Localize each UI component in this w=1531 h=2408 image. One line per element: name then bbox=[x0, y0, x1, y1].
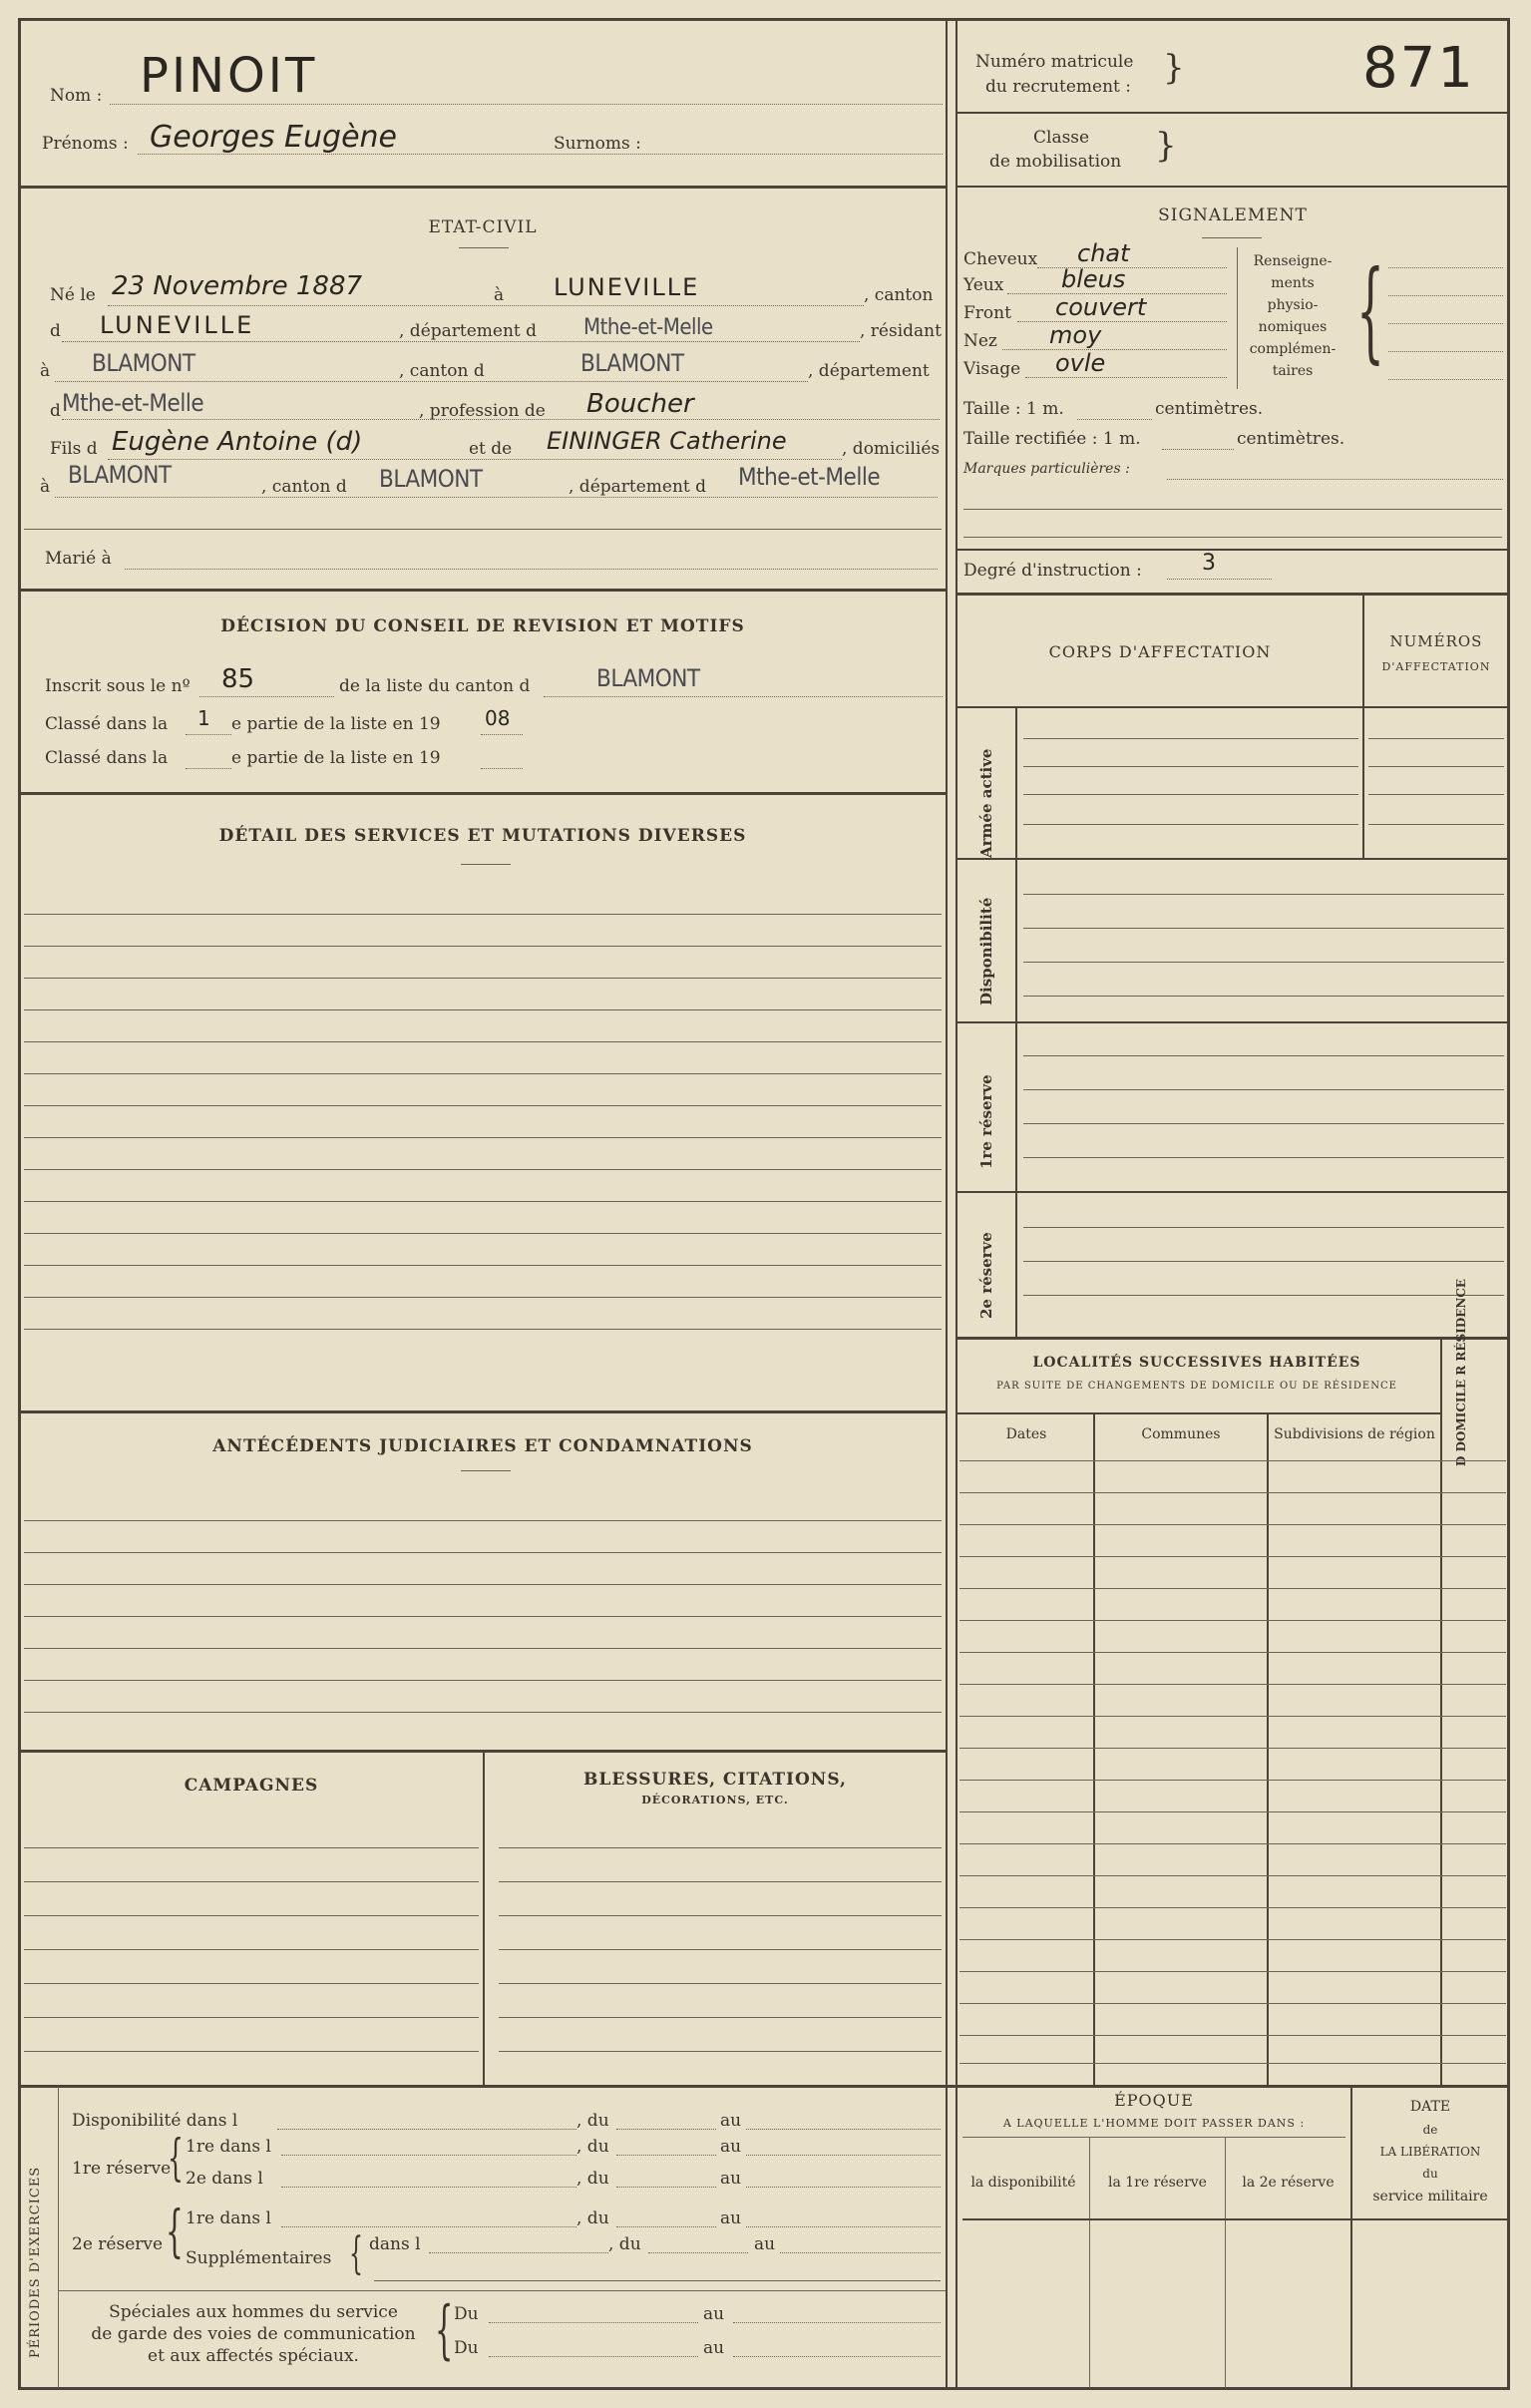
etat-civil-title: ETAT-CIVIL bbox=[428, 217, 538, 237]
canton-label-2: , canton d bbox=[399, 361, 485, 381]
matricule-value: 871 bbox=[1362, 36, 1475, 101]
nom-label: Nom : bbox=[50, 86, 103, 106]
periodes-du-5: , du bbox=[608, 2234, 641, 2254]
localites-subtitle: PAR SUITE DE CHANGEMENTS DE DOMICILE OU DE RÉSIDENCE bbox=[996, 1381, 1397, 1392]
periodes-au-1: au bbox=[720, 2111, 742, 2131]
localites-dr-label: D DOMICILE R RÉSIDENCE bbox=[1454, 1278, 1468, 1466]
ne-le-value: 23 Novembre 1887 bbox=[112, 271, 363, 301]
numeros-subtitle: D'AFFECTATION bbox=[1381, 660, 1491, 673]
profession-value: Boucher bbox=[586, 389, 694, 419]
nom-value: PINOIT bbox=[140, 48, 318, 104]
taille-unit: centimètres. bbox=[1155, 399, 1264, 419]
periodes-du-4: , du bbox=[576, 2208, 609, 2228]
a-label-2: à bbox=[40, 361, 51, 381]
periodes-au-3: au bbox=[720, 2169, 742, 2189]
periodes-speciales-au-2: au bbox=[703, 2338, 725, 2358]
periodes-r2-line2: Supplémentaires bbox=[186, 2248, 332, 2268]
periodes-side-label: PÉRIODES D'EXERCICES bbox=[28, 2166, 43, 2358]
renseignements-6: taires bbox=[1272, 363, 1314, 379]
reserve1-label: 1re réserve bbox=[977, 1074, 995, 1169]
taille-label: Taille : 1 m. bbox=[963, 399, 1064, 419]
reserve2-label: 2e réserve bbox=[977, 1232, 995, 1319]
marie-label: Marié à bbox=[45, 549, 112, 569]
yeux-value: bleus bbox=[1061, 265, 1126, 293]
nez-label: Nez bbox=[963, 331, 997, 351]
classe2-label-a: Classé dans la bbox=[45, 748, 169, 768]
degre-value: 3 bbox=[1202, 551, 1216, 576]
periodes-speciales-2: de garde des voies de communication bbox=[91, 2324, 416, 2344]
visage-label: Visage bbox=[963, 359, 1021, 379]
inscrit-value: 85 bbox=[221, 664, 255, 694]
classe-label-1: Classe bbox=[1033, 128, 1090, 148]
armee-active-label: Armée active bbox=[977, 748, 995, 858]
resident-label: , résidant bbox=[860, 321, 942, 341]
periodes-speciales-au-1: au bbox=[703, 2304, 725, 2324]
localites-title: LOCALITÉS SUCCESSIVES HABITÉES bbox=[1032, 1355, 1361, 1371]
et-de-label: et de bbox=[469, 439, 513, 459]
periodes-du-1: , du bbox=[576, 2111, 609, 2131]
canton-label-3: , canton d bbox=[261, 477, 347, 497]
signalement-title: SIGNALEMENT bbox=[1158, 205, 1308, 225]
liste-label: de la liste du canton d bbox=[339, 676, 531, 696]
degre-label: Degré d'instruction : bbox=[963, 561, 1142, 581]
classe1-year: 08 bbox=[485, 706, 511, 730]
renseignements-4: nomiques bbox=[1258, 319, 1328, 335]
pere-value: Eugène Antoine (d) bbox=[112, 427, 363, 457]
periodes-speciales-du-1: Du bbox=[454, 2304, 479, 2324]
classe1-label-a: Classé dans la bbox=[45, 714, 169, 734]
liste-stamp: BLAMONT bbox=[596, 664, 700, 692]
periodes-speciales-du-2: Du bbox=[454, 2338, 479, 2358]
periodes-r2-dans: dans l bbox=[369, 2234, 421, 2254]
periodes-au-4: au bbox=[720, 2208, 742, 2228]
domicile-stamp: BLAMONT bbox=[68, 461, 172, 489]
date-liberation-2: de bbox=[1422, 2123, 1438, 2137]
domicilies-label: , domiciliés bbox=[842, 439, 941, 459]
decision-title: DÉCISION DU CONSEIL DE REVISION ET MOTIFS bbox=[220, 616, 745, 636]
renseignements-5: complémen- bbox=[1249, 341, 1337, 357]
matricule-label-2: du recrutement : bbox=[985, 77, 1132, 97]
marques-label: Marques particulières : bbox=[963, 461, 1130, 477]
prenoms-value: Georges Eugène bbox=[150, 120, 397, 155]
matricule-label-1: Numéro matricule bbox=[975, 52, 1134, 72]
date-liberation-3: LA LIBÉRATION bbox=[1379, 2145, 1481, 2159]
d-label-2: d bbox=[50, 401, 61, 421]
resident-canton-stamp: BLAMONT bbox=[580, 349, 684, 377]
domicile-canton-stamp: BLAMONT bbox=[379, 465, 483, 493]
cheveux-label: Cheveux bbox=[963, 249, 1038, 269]
a-label-3: à bbox=[40, 477, 51, 497]
classe2-label-b: e partie de la liste en 19 bbox=[231, 748, 441, 768]
epoque-col3: la 2e réserve bbox=[1242, 2175, 1335, 2191]
visage-value: ovle bbox=[1055, 349, 1106, 377]
periodes-r1-line2: 2e dans l bbox=[186, 2169, 263, 2189]
periodes-du-2: , du bbox=[576, 2137, 609, 2157]
departement-stamp-2: Mthe-et-Melle bbox=[62, 389, 204, 417]
localites-col-communes: Communes bbox=[1141, 1426, 1221, 1442]
mere-value: EININGER Catherine bbox=[547, 427, 787, 455]
nez-value: moy bbox=[1049, 321, 1102, 349]
periodes-speciales-3: et aux affectés spéciaux. bbox=[148, 2346, 359, 2366]
periodes-reserve1: 1re réserve bbox=[72, 2159, 172, 2179]
column-divider bbox=[946, 20, 948, 2087]
periodes-du-3: , du bbox=[576, 2169, 609, 2189]
fils-label: Fils d bbox=[50, 439, 98, 459]
periodes-au-2: au bbox=[720, 2137, 742, 2157]
yeux-label: Yeux bbox=[963, 275, 1004, 295]
column-divider-inner bbox=[956, 20, 957, 2087]
antecedents-title: ANTÉCÉDENTS JUDICIAIRES ET CONDAMNATIONS bbox=[212, 1436, 753, 1456]
canton-label: , canton bbox=[864, 285, 934, 305]
disponibilite-label: Disponibilité bbox=[977, 897, 995, 1005]
epoque-col1: la disponibilité bbox=[970, 2175, 1076, 2191]
numeros-title: NUMÉROS bbox=[1389, 632, 1483, 650]
classe-label-2: de mobilisation bbox=[989, 152, 1122, 172]
epoque-col2: la 1re réserve bbox=[1108, 2175, 1207, 2191]
prenoms-label: Prénoms : bbox=[42, 134, 129, 154]
departement-label-2: , département bbox=[808, 361, 930, 381]
d-label: d bbox=[50, 321, 61, 341]
front-value: couvert bbox=[1055, 293, 1147, 321]
resident-stamp: BLAMONT bbox=[92, 349, 195, 377]
services-title: DÉTAIL DES SERVICES ET MUTATIONS DIVERSES bbox=[218, 826, 747, 846]
lieu-naissance: LUNEVILLE bbox=[554, 273, 700, 301]
date-liberation-5: service militaire bbox=[1372, 2189, 1488, 2205]
localites-col-subdivisions: Subdivisions de région bbox=[1274, 1426, 1435, 1442]
inscrit-label: Inscrit sous le nº bbox=[45, 676, 191, 696]
renseignements-2: ments bbox=[1271, 275, 1315, 291]
departement-label-3: , département d bbox=[569, 477, 707, 497]
cheveux-value: chat bbox=[1077, 239, 1130, 267]
surnoms-label: Surnoms : bbox=[554, 134, 641, 154]
periodes-disponibilite: Disponibilité dans l bbox=[72, 2111, 238, 2131]
a-label: à bbox=[494, 285, 505, 305]
blessures-subtitle: DÉCORATIONS, ETC. bbox=[641, 1794, 789, 1806]
periodes-reserve2: 2e réserve bbox=[72, 2234, 164, 2254]
localites-col-dates: Dates bbox=[1005, 1426, 1047, 1442]
campagnes-title: CAMPAGNES bbox=[184, 1776, 319, 1796]
departement-label: , département d bbox=[399, 321, 538, 341]
renseignements-1: Renseigne- bbox=[1253, 253, 1333, 269]
ne-le-label: Né le bbox=[50, 285, 96, 305]
blessures-title: BLESSURES, CITATIONS, bbox=[583, 1770, 847, 1790]
epoque-subtitle: A LAQUELLE L'HOMME DOIT PASSER DANS : bbox=[1002, 2117, 1306, 2130]
periodes-au-5: au bbox=[754, 2234, 776, 2254]
domicile-departement-stamp: Mthe-et-Melle bbox=[738, 463, 881, 491]
classe1-value: 1 bbox=[197, 706, 210, 730]
periodes-r1-line1: 1re dans l bbox=[186, 2137, 271, 2157]
periodes-r2-line1: 1re dans l bbox=[186, 2208, 271, 2228]
date-liberation-4: du bbox=[1422, 2167, 1438, 2181]
front-label: Front bbox=[963, 303, 1011, 323]
profession-label: , profession de bbox=[419, 401, 546, 421]
classe1-label-b: e partie de la liste en 19 bbox=[231, 714, 441, 734]
departement-stamp: Mthe-et-Melle bbox=[583, 315, 713, 340]
periodes-speciales-1: Spéciales aux hommes du service bbox=[109, 2302, 398, 2322]
epoque-title: ÉPOQUE bbox=[1114, 2091, 1194, 2110]
date-liberation-1: DATE bbox=[1409, 2099, 1451, 2115]
taille-rect-label: Taille rectifiée : 1 m. bbox=[963, 429, 1141, 449]
corps-title: CORPS D'AFFECTATION bbox=[1048, 642, 1272, 661]
taille-rect-unit: centimètres. bbox=[1237, 429, 1345, 449]
canton-value: LUNEVILLE bbox=[100, 311, 255, 339]
renseignements-3: physio- bbox=[1267, 297, 1319, 313]
